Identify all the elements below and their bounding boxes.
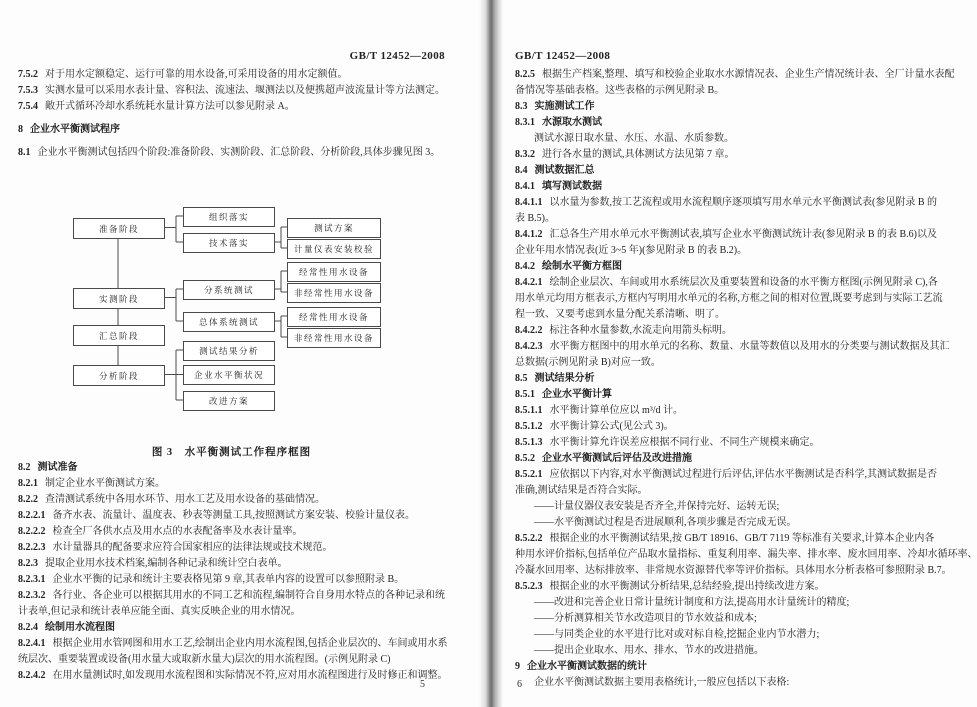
clause-line-8.5.2.3 bbox=[515, 579, 977, 595]
clause-text: 企业水平衡测试包括四个阶段:准备阶段、实测阶段、汇总阶段、分析阶段,具体步骤见图 3。 bbox=[37, 147, 441, 158]
clause-text: 应依据以下内容,对水平衡测试过程进行后评估,评估水平衡测试是否科学,其测试数据是否 bbox=[549, 469, 937, 480]
text-line bbox=[18, 604, 448, 620]
text-line bbox=[515, 643, 977, 659]
clause-line-7.5.4 bbox=[18, 99, 445, 115]
clause-number: 8.1 bbox=[18, 147, 31, 158]
clause-line-8.4.2.3 bbox=[515, 339, 977, 355]
clause-number: 8.4.2.1 bbox=[515, 277, 543, 288]
clause-number: 8.5.1 bbox=[515, 389, 535, 400]
clause-number: 8.2.2.2 bbox=[18, 526, 46, 537]
clause-text: 用水单元均用方框表示,方框内写明用水单元的名称,方框之间的相对位置,既要考虑到与实际工艺流 bbox=[515, 293, 943, 304]
clause-line-8.2.4.1 bbox=[18, 636, 448, 652]
clause-line-8.3.1 bbox=[515, 115, 977, 131]
clause-text: 统层次、重要装置或设备(用水量大或取新水量大)层次的用水流程图。(示例见附录 C) bbox=[18, 654, 391, 665]
text-line bbox=[515, 291, 977, 307]
clause-line-8.5.2 bbox=[515, 451, 977, 467]
flowchart-box-result-analysis: 测试结果分析 bbox=[183, 341, 275, 361]
clause-text: 表 B.5)。 bbox=[515, 213, 555, 224]
clause-line-8.4 bbox=[515, 163, 977, 179]
clause-line-8.2.2.2 bbox=[18, 524, 448, 540]
clause-number: 8.5.2.1 bbox=[515, 469, 543, 480]
clause-line-8.5.2.2 bbox=[515, 531, 977, 547]
clause-line-8.2.3.1 bbox=[18, 572, 448, 588]
clause-text: 测试准备 bbox=[37, 462, 78, 473]
clause-number: 8.2.2.3 bbox=[18, 542, 46, 553]
clause-line-8.4.2.1 bbox=[515, 275, 977, 291]
clause-number: 8.2.3.1 bbox=[18, 574, 46, 585]
clause-line-8.4.1.2 bbox=[515, 227, 977, 243]
text-line bbox=[515, 211, 977, 227]
clause-text: 备齐水表、流量计、温度表、秒表等测量工具,按照测试方案安装、校验计量仪表。 bbox=[52, 510, 415, 521]
clause-number: 8.2 bbox=[18, 462, 31, 473]
left-page-top-text bbox=[18, 67, 445, 161]
text-line bbox=[515, 307, 977, 323]
clause-number: 8.3.2 bbox=[515, 149, 535, 160]
page-left bbox=[0, 0, 488, 707]
clause-text: 企业水平衡计算 bbox=[542, 389, 612, 400]
clause-text: 企业年用水情况表(近 3~5 年)(参见附录 B 的表 B.2)。 bbox=[515, 245, 748, 256]
clause-number: 8.5.1.2 bbox=[515, 421, 543, 432]
clause-number: 8.2.2 bbox=[18, 494, 38, 505]
clause-text: 种用水评价指标,包括单位产品取水量指标、重复利用率、漏失率、排水率、废水回用率、冷却水循环率、 bbox=[515, 549, 977, 560]
clause-number: 8.2.4.1 bbox=[18, 638, 46, 649]
clause-number: 8.5.2.2 bbox=[515, 533, 543, 544]
clause-text: 敞开式循环冷却水系统耗水量计算方法可以参见附录 A。 bbox=[45, 101, 295, 112]
clause-number: 8.4.2.2 bbox=[515, 325, 543, 336]
clause-line-8.4.1 bbox=[515, 179, 977, 195]
right-page-text bbox=[515, 67, 977, 691]
clause-text: ——提出企业取水、用水、排水、节水的改进措施。 bbox=[534, 645, 764, 656]
clause-text: 填写测试数据 bbox=[542, 181, 602, 192]
clause-line-8.2.2.1 bbox=[18, 508, 448, 524]
flowchart-box-organization: 组织落实 bbox=[183, 207, 275, 227]
clause-number: 8.4.1.1 bbox=[515, 197, 543, 208]
clause-text: ——改进和完善企业日常计量统计制度和方法,提高用水计量统计的精度; bbox=[534, 597, 850, 608]
clause-text: 水平衡方框图中的用水单元的名称、数量、水量等数值以及用水的分类要与测试数据及其汇 bbox=[549, 341, 950, 352]
clause-number: 8.4.1.2 bbox=[515, 229, 543, 240]
clause-line-8.4.1.1 bbox=[515, 195, 977, 211]
clause-number: 8.5.1.1 bbox=[515, 405, 543, 416]
clause-line-8.2 bbox=[18, 460, 448, 476]
clause-text: ——水平衡测试过程是否进展顺利,各项步骤是否完成无误。 bbox=[534, 517, 797, 528]
clause-number: 8.4 bbox=[515, 165, 528, 176]
text-line bbox=[18, 652, 448, 668]
clause-line-8.2.5 bbox=[515, 67, 977, 83]
clause-text: 进行各水量的测试,具体测试方法见第 7 章。 bbox=[542, 149, 735, 160]
clause-number: 8.2.2.1 bbox=[18, 510, 46, 521]
text-line bbox=[515, 547, 977, 563]
page-number-left: 5 bbox=[420, 679, 425, 690]
clause-number: 9 bbox=[515, 661, 520, 672]
clause-text: 根据生产档案,整理、填写和校验企业取水水源情况表、企业生产情况统计表、全厂计量水表配 bbox=[542, 69, 955, 80]
clause-text: 总数据(示例见附录 B)对应一致。 bbox=[515, 357, 661, 368]
doc-code-header-left: GB/T 12452—2008 bbox=[349, 50, 445, 62]
flowchart-box-technical: 技术落实 bbox=[183, 233, 275, 253]
text-line bbox=[515, 83, 977, 99]
clause-number: 8.2.3.2 bbox=[18, 590, 46, 601]
clause-text: 绘制企业层次、车间或用水系统层次及重要装置和设备的水平衡方框图(示例见附录 C),各 bbox=[549, 277, 938, 288]
clause-number: 7.5.4 bbox=[18, 101, 38, 112]
clause-text: 企业水平衡测试程序 bbox=[30, 124, 120, 135]
clause-line-8.1 bbox=[18, 145, 445, 161]
clause-text: 冷凝水回用率、达标排放率、非常规水资源替代率等评价指标。具体用水分析表格可参照附录 B.7。 bbox=[515, 565, 952, 576]
clause-number: 8.3.1 bbox=[515, 117, 535, 128]
text-line bbox=[515, 483, 977, 499]
clause-text: 根据企业的水平衡测试分析结果,总结经验,提出持续改进方案。 bbox=[549, 581, 825, 592]
flowchart-box-nonregular-equip-1: 非经常性用水设备 bbox=[287, 283, 381, 303]
clause-line-8.4.2 bbox=[515, 259, 977, 275]
clause-line-8.2.2 bbox=[18, 492, 448, 508]
clause-line-8.2.4.2 bbox=[18, 668, 448, 684]
left-page-bottom-text bbox=[18, 460, 448, 684]
clause-text: 各行业、各企业可以根据其用水的不同工艺和流程,编制符合自身用水特点的各种记录和统 bbox=[52, 590, 445, 601]
clause-number: 8.2.3 bbox=[18, 558, 38, 569]
clause-line-7.5.2 bbox=[18, 67, 445, 83]
page-gutter-shadow bbox=[479, 0, 503, 707]
clause-line-8.4.2.2 bbox=[515, 323, 977, 339]
figure-flowchart bbox=[0, 200, 487, 444]
clause-text: 企业水平衡测试后评估及改进措施 bbox=[542, 453, 692, 464]
clause-text: 测试水源日取水量、水压、水温、水质参数。 bbox=[534, 133, 734, 144]
flowchart-box-stage-prepare: 准备阶段 bbox=[73, 218, 165, 239]
clause-number: 8.4.1 bbox=[515, 181, 535, 192]
clause-text: ——与同类企业的水平进行比对或对标自检,挖掘企业内节水潜力; bbox=[534, 629, 820, 640]
clause-text: 以水量为参数,按工艺流程或用水流程顺序逐项填写用水单元水平衡测试表(参见附录 B 的 bbox=[549, 197, 937, 208]
flowchart-box-meter-install: 计量仪表安装校验 bbox=[287, 239, 381, 259]
clause-text: 水平衡计算公式(见公式 3)。 bbox=[549, 421, 674, 432]
text-line bbox=[515, 675, 977, 691]
clause-number: 8.5.2.3 bbox=[515, 581, 543, 592]
flowchart-box-nonregular-equip-2: 非经常性用水设备 bbox=[287, 328, 381, 348]
text-line bbox=[515, 355, 977, 371]
clause-line-8.5.1.2 bbox=[515, 419, 977, 435]
text-line bbox=[515, 627, 977, 643]
flowchart-box-improvement: 改进方案 bbox=[183, 391, 275, 411]
clause-text: 检查全厂各供水点及用水点的水表配备率及水表计量率。 bbox=[52, 526, 303, 537]
clause-line-8.5.1.1 bbox=[515, 403, 977, 419]
flowchart-box-balance-status: 企业水平衡状况 bbox=[183, 365, 275, 385]
clause-number: 7.5.2 bbox=[18, 69, 38, 80]
text-line bbox=[515, 499, 977, 515]
clause-text: 企业水平衡的记录和统计主要表格见第 9 章,其表单内容的设置可以参照附录 B。 bbox=[52, 574, 405, 585]
clause-line-8.5 bbox=[515, 371, 977, 387]
clause-number: 8.2.4 bbox=[18, 622, 38, 633]
flowchart-box-stage-analyze: 分析阶段 bbox=[73, 365, 165, 386]
clause-text: 根据企业用水管网图和用水工艺,绘制出企业内用水流程图,包括企业层次的、车间或用水系 bbox=[52, 638, 448, 649]
clause-line-8.3 bbox=[515, 99, 977, 115]
clause-text: 准确,测试结果是否符合实际。 bbox=[515, 485, 648, 496]
clause-number: 8.3 bbox=[515, 101, 528, 112]
clause-number: 8.2.4.2 bbox=[18, 670, 46, 681]
clause-text: 备情况等基础表格。这些表格的示例见附录 B。 bbox=[515, 85, 725, 96]
clause-line-8.3.2 bbox=[515, 147, 977, 163]
flowchart-box-test-plan: 测试方案 bbox=[287, 218, 381, 238]
clause-line-7.5.3 bbox=[18, 83, 445, 99]
text-line bbox=[515, 563, 977, 579]
flowchart-box-subsystem-test: 分系统测试 bbox=[183, 280, 275, 300]
clause-text: 制定企业水平衡测试方案。 bbox=[45, 478, 165, 489]
clause-number: 8.4.2.3 bbox=[515, 341, 543, 352]
clause-text: 根据企业的水平衡测试结果,按 GB/T 18916、GB/T 7119 等标准有关要求,计算本企业内各 bbox=[549, 533, 935, 544]
clause-text: 企业水平衡测试数据的统计 bbox=[527, 661, 647, 672]
clause-line-8.5.1.3 bbox=[515, 435, 977, 451]
flowchart-box-stage-summary: 汇总阶段 bbox=[73, 325, 165, 346]
clause-number: 8.2.5 bbox=[515, 69, 535, 80]
text-line bbox=[515, 131, 977, 147]
clause-text: 程一致、又要考虑到水量分配关系清晰、明了。 bbox=[515, 309, 725, 320]
clause-text: 水平衡计算允许误差应根据不同行业、不同生产规模来确定。 bbox=[549, 437, 820, 448]
text-line bbox=[515, 243, 977, 259]
clause-text: 计表单,但记录和统计表单应能全面、真实反映企业的用水情况。 bbox=[18, 606, 301, 617]
text-line bbox=[515, 611, 977, 627]
clause-number: 8.4.2 bbox=[515, 261, 535, 272]
clause-text: 实施测试工作 bbox=[534, 101, 595, 112]
flowchart-box-stage-measure: 实测阶段 bbox=[73, 288, 165, 309]
clause-text: 实测水量可以采用水表计量、容积法、流速法、堰测法以及便携超声波流量计等方法测定。 bbox=[45, 85, 445, 96]
clause-line-8.2.2.3 bbox=[18, 540, 448, 556]
clause-number: 8.2.1 bbox=[18, 478, 38, 489]
clause-number: 8 bbox=[18, 124, 23, 135]
clause-text: 在用水量测试时,如发现用水流程图和实际情况不符,应对用水流程图进行及时修正和调整。 bbox=[52, 670, 448, 681]
flowchart-box-regular-equip-2: 经常性用水设备 bbox=[287, 307, 381, 327]
text-line bbox=[515, 515, 977, 531]
clause-text: 提取企业用水技术档案,编制各种记录和统计空白表单。 bbox=[45, 558, 288, 569]
text-line bbox=[515, 595, 977, 611]
clause-text: 对于用水定额稳定、运行可靠的用水设备,可采用设备的用水定额值。 bbox=[45, 69, 348, 80]
clause-text: ——分析测算相关节水改造项目的节水效益和成本; bbox=[534, 613, 757, 624]
flowchart-box-overall-test: 总体系统测试 bbox=[183, 312, 275, 332]
clause-text: ——计量仪器仪表安装是否齐全,并保持完好、运转无误; bbox=[534, 501, 780, 512]
clause-text: 水源取水测试 bbox=[542, 117, 602, 128]
clause-line-8.5.1 bbox=[515, 387, 977, 403]
clause-number: 8.5.1.3 bbox=[515, 437, 543, 448]
clause-text: 汇总各生产用水单元水平衡测试表,填写企业水平衡测试统计表(参见附录 B 的表 B.6)以及 bbox=[549, 229, 937, 240]
clause-line-8.2.1 bbox=[18, 476, 448, 492]
clause-line-8.2.3.2 bbox=[18, 588, 448, 604]
clause-text: 水平衡计算单位应以 m³/d 计。 bbox=[549, 405, 684, 416]
figure-caption: 图 3 水平衡测试工作程序框图 bbox=[151, 447, 312, 458]
clause-line-8 bbox=[18, 122, 445, 138]
clause-text: 绘制用水流程图 bbox=[45, 622, 115, 633]
clause-number: 8.5.2 bbox=[515, 453, 535, 464]
clause-text: 绘制水平衡方框图 bbox=[542, 261, 622, 272]
clause-text: 企业水平衡测试数据主要用表格统计,一般应包括以下表格: bbox=[534, 677, 790, 688]
clause-line-9 bbox=[515, 659, 977, 675]
clause-text: 测试数据汇总 bbox=[534, 165, 595, 176]
page-right bbox=[488, 0, 977, 707]
clause-line-8.5.2.1 bbox=[515, 467, 977, 483]
clause-number: 7.5.3 bbox=[18, 85, 38, 96]
flowchart-box-regular-equip-1: 经常性用水设备 bbox=[287, 262, 381, 282]
clause-line-8.2.3 bbox=[18, 556, 448, 572]
clause-text: 测试结果分析 bbox=[534, 373, 595, 384]
clause-text: 水计量器具的配备要求应符合国家相应的法律法规或技术规范。 bbox=[52, 542, 333, 553]
doc-code-header-right: GB/T 12452—2008 bbox=[515, 50, 611, 62]
page-number-right: 6 bbox=[517, 679, 522, 690]
clause-text: 标注各种水量参数,水流走向用箭头标明。 bbox=[549, 325, 732, 336]
clause-text: 查清测试系统中各用水环节、用水工艺及用水设备的基础情况。 bbox=[45, 494, 325, 505]
clause-number: 8.5 bbox=[515, 373, 528, 384]
clause-line-8.2.4 bbox=[18, 620, 448, 636]
